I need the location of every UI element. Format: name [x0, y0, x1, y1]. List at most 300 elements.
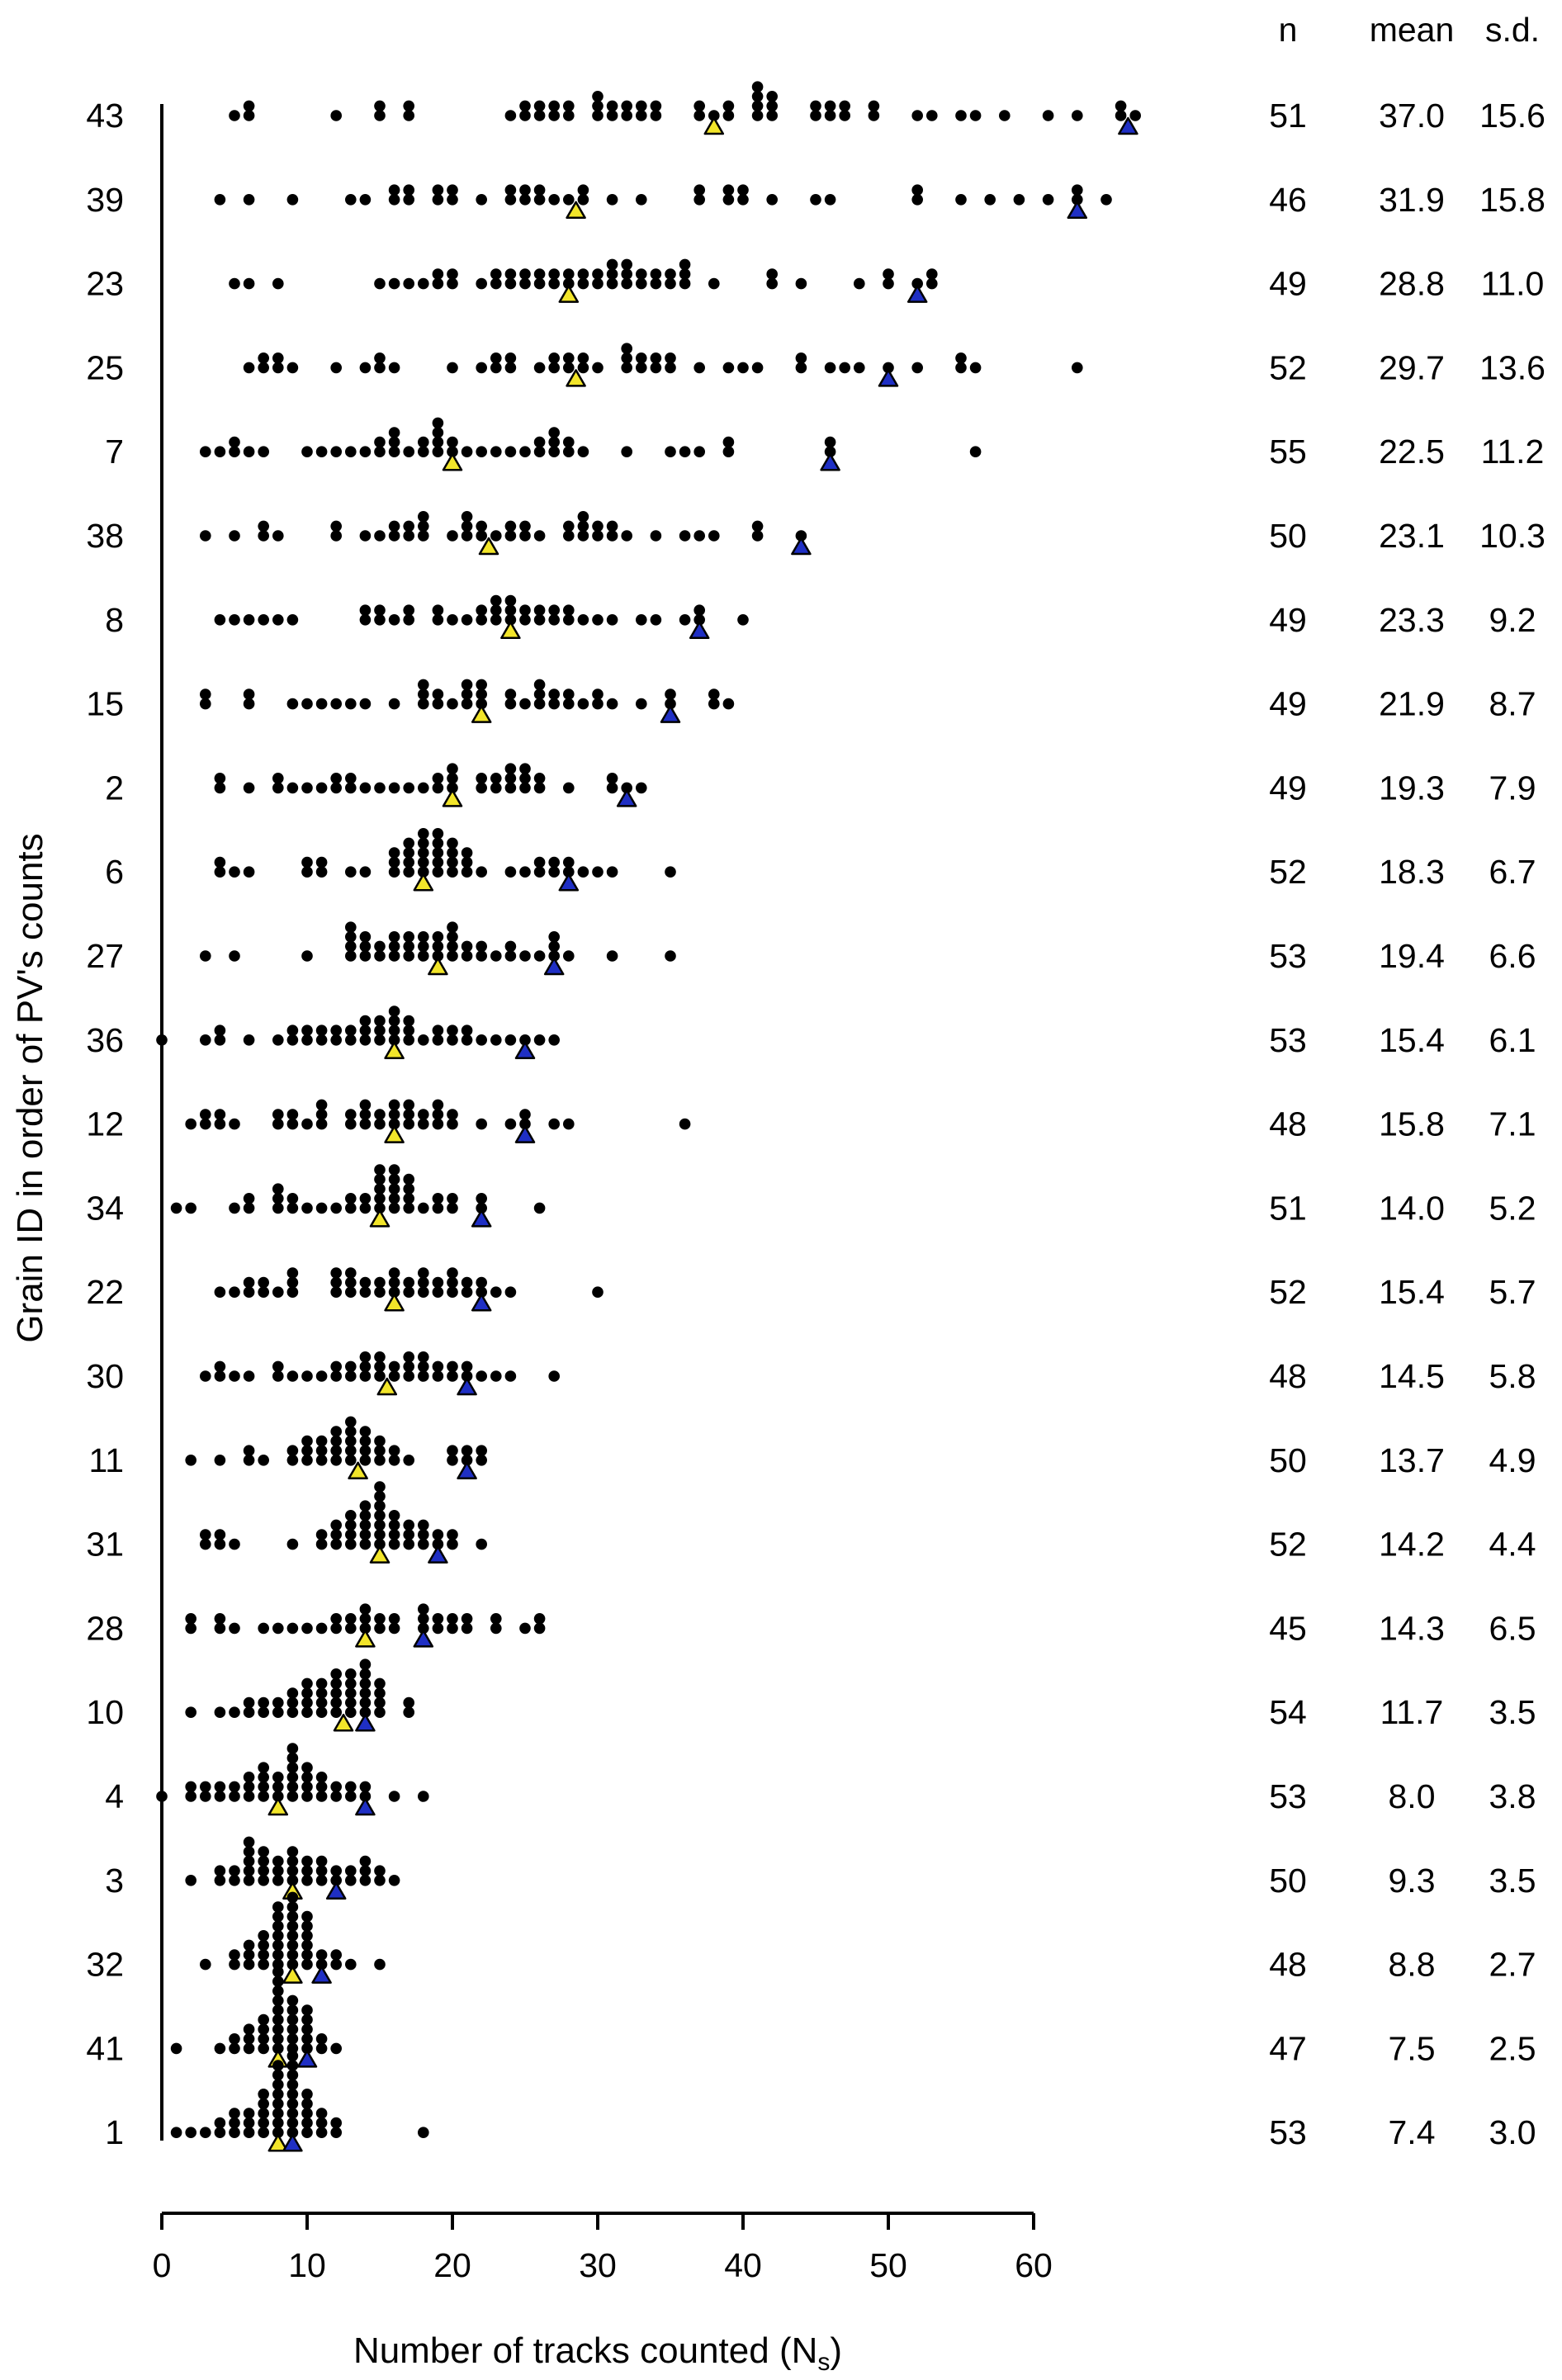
data-point [360, 866, 372, 878]
data-point [272, 1911, 284, 1923]
stat-mean: 15.8 [1379, 1105, 1445, 1143]
data-point [345, 1875, 357, 1886]
grain-id-label: 38 [86, 517, 124, 555]
data-point [563, 604, 575, 616]
data-point [272, 278, 284, 290]
data-point [229, 1706, 240, 1718]
data-point [752, 101, 764, 112]
data-point [490, 614, 502, 626]
data-point [229, 1865, 240, 1876]
stat-n: 48 [1269, 1945, 1307, 1984]
data-point [447, 1529, 458, 1540]
data-point [607, 278, 618, 290]
data-point [505, 604, 517, 616]
data-point [752, 110, 764, 121]
data-point [752, 91, 764, 102]
data-point [839, 362, 850, 374]
data-point [418, 857, 429, 868]
stat-mean: 13.7 [1379, 1441, 1445, 1479]
data-point [360, 1286, 372, 1298]
data-point [345, 1445, 357, 1456]
data-point [592, 530, 604, 542]
data-point [272, 1781, 284, 1793]
data-point [418, 1267, 429, 1279]
data-point [505, 110, 517, 121]
data-point [345, 773, 357, 784]
data-point [389, 931, 400, 943]
data-point [447, 921, 458, 933]
data-point [636, 110, 647, 121]
data-point [693, 101, 705, 112]
data-point [258, 362, 269, 374]
data-point [287, 1109, 299, 1120]
data-point [287, 1846, 299, 1857]
data-point [316, 2108, 328, 2119]
data-point [185, 1706, 196, 1718]
data-point [360, 1436, 372, 1447]
data-point [244, 1277, 255, 1289]
grain-row [86, 1658, 1536, 1731]
data-point [490, 1623, 502, 1635]
reference-marker [472, 1294, 490, 1310]
data-point [389, 184, 400, 196]
data-point [665, 353, 676, 364]
data-point [433, 1370, 444, 1382]
data-point [345, 1678, 357, 1690]
stat-mean: 14.5 [1379, 1357, 1445, 1395]
data-point [1014, 194, 1025, 206]
data-point [287, 2014, 299, 2026]
data-point [548, 1034, 560, 1046]
mean-marker [386, 1043, 404, 1058]
data-point [476, 679, 487, 691]
data-point [244, 2108, 255, 2119]
data-point [505, 1370, 517, 1382]
data-point [360, 1510, 372, 1521]
data-point [272, 1875, 284, 1886]
data-point [316, 1875, 328, 1886]
data-point [360, 1875, 372, 1886]
stat-sd: 15.6 [1479, 97, 1545, 135]
data-point [476, 446, 487, 457]
data-point [330, 110, 342, 121]
data-point [433, 1193, 444, 1204]
data-point [519, 110, 531, 121]
data-point [287, 362, 299, 374]
stat-sd: 6.5 [1489, 1609, 1536, 1648]
data-point [215, 1024, 226, 1036]
data-point [476, 1455, 487, 1466]
reference-marker [356, 1799, 374, 1815]
data-point [403, 521, 414, 532]
data-point [244, 1959, 255, 1971]
data-point [345, 1370, 357, 1382]
data-point [345, 1267, 357, 1279]
data-point [272, 2098, 284, 2110]
grain-row [86, 1267, 1536, 1311]
data-point [883, 278, 894, 290]
data-point [534, 268, 546, 280]
data-point [287, 1697, 299, 1709]
data-point [258, 1940, 269, 1952]
grain-id-label: 28 [86, 1609, 124, 1648]
mean-marker [283, 1967, 301, 1983]
data-point [272, 2023, 284, 2035]
x-tick-label: 20 [433, 2246, 471, 2284]
data-point [360, 1119, 372, 1130]
data-point [505, 595, 517, 607]
data-point [374, 1623, 386, 1635]
data-point [360, 1370, 372, 1382]
stat-mean: 14.2 [1379, 1525, 1445, 1564]
data-point [374, 1286, 386, 1298]
data-point [316, 1100, 328, 1111]
data-point [345, 921, 357, 933]
data-point [505, 446, 517, 457]
data-point [360, 1500, 372, 1512]
data-point [447, 1109, 458, 1120]
stat-n: 48 [1269, 1105, 1307, 1143]
data-point [519, 698, 531, 710]
data-point [651, 110, 662, 121]
grain-id-label: 4 [105, 1777, 124, 1815]
stat-sd: 7.1 [1489, 1105, 1536, 1143]
data-point [301, 1762, 313, 1773]
data-point [418, 1119, 429, 1130]
stat-sd: 8.7 [1489, 684, 1536, 723]
data-point [345, 866, 357, 878]
data-point [229, 950, 240, 962]
data-point [462, 688, 473, 700]
data-point [272, 353, 284, 364]
data-point [505, 1286, 517, 1298]
data-point [447, 1370, 458, 1382]
data-point [301, 1034, 313, 1046]
data-point [316, 1791, 328, 1802]
data-point [272, 783, 284, 794]
data-point [403, 184, 414, 196]
data-point [244, 1837, 255, 1848]
data-point [374, 783, 386, 794]
data-point [403, 1015, 414, 1027]
data-point [651, 614, 662, 626]
data-point [244, 866, 255, 878]
data-point [447, 1267, 458, 1279]
data-point [607, 698, 618, 710]
data-point [679, 259, 691, 271]
data-point [272, 1920, 284, 1932]
data-point [389, 1791, 400, 1802]
data-point [462, 530, 473, 542]
reference-marker [327, 1883, 345, 1899]
data-point [316, 2127, 328, 2138]
reference-marker [516, 1127, 534, 1143]
data-point [389, 530, 400, 542]
data-point [389, 866, 400, 878]
data-point [215, 1875, 226, 1886]
data-point [258, 2033, 269, 2045]
stat-n: 51 [1269, 1189, 1307, 1228]
data-point [418, 1109, 429, 1120]
data-point [389, 847, 400, 859]
data-point [301, 1791, 313, 1802]
data-point [330, 1520, 342, 1531]
data-point [854, 362, 865, 374]
data-point [360, 1024, 372, 1036]
data-point [215, 866, 226, 878]
stat-sd: 10.3 [1479, 517, 1545, 555]
data-point [345, 1203, 357, 1214]
data-point [519, 278, 531, 290]
mean-marker [386, 1127, 404, 1143]
data-point [651, 530, 662, 542]
data-point [360, 1678, 372, 1690]
data-point [316, 1678, 328, 1690]
data-point [534, 1034, 546, 1046]
data-point [825, 194, 836, 206]
data-point [330, 1539, 342, 1550]
grain-row [86, 1966, 1536, 2068]
data-point [301, 2098, 313, 2110]
data-point [330, 362, 342, 374]
data-point [360, 1865, 372, 1876]
data-point [301, 1623, 313, 1635]
data-point [272, 1856, 284, 1867]
data-point [345, 783, 357, 794]
y-axis-title: Grain ID in order of PV's counts [10, 833, 50, 1343]
data-point [272, 362, 284, 374]
data-point [272, 2079, 284, 2090]
data-point [345, 1520, 357, 1531]
data-point [462, 1034, 473, 1046]
x-axis-title: Number of tracks counted $(N_s)$ [353, 2330, 843, 2376]
data-point [229, 2043, 240, 2055]
data-point [330, 1613, 342, 1625]
data-point [316, 866, 328, 878]
data-point [462, 446, 473, 457]
grain-row [86, 1100, 1536, 1143]
data-point [360, 1445, 372, 1456]
data-point [693, 184, 705, 196]
data-point [301, 698, 313, 710]
data-point [374, 1436, 386, 1447]
grain-id-label: 6 [105, 853, 124, 892]
data-point [272, 2014, 284, 2026]
data-point [447, 268, 458, 280]
data-point [534, 688, 546, 700]
data-point [418, 1361, 429, 1373]
data-point [229, 1875, 240, 1886]
data-point [374, 1678, 386, 1690]
data-point [316, 1539, 328, 1550]
stat-mean: 8.8 [1388, 1945, 1436, 1984]
reference-marker [1068, 202, 1086, 218]
data-point [534, 698, 546, 710]
data-point [244, 688, 255, 700]
data-point [258, 1959, 269, 1971]
data-point [229, 278, 240, 290]
data-point [592, 278, 604, 290]
data-point [505, 783, 517, 794]
data-point [215, 783, 226, 794]
data-point [1129, 110, 1141, 121]
grain-row [86, 343, 1545, 386]
data-point [345, 1668, 357, 1680]
data-point [548, 857, 560, 868]
data-point [215, 1706, 226, 1718]
stat-mean: 18.3 [1379, 853, 1445, 892]
data-point [316, 1455, 328, 1466]
data-point [374, 353, 386, 364]
grain-row [86, 1005, 1536, 1059]
data-point [418, 1351, 429, 1363]
data-point [272, 1361, 284, 1373]
x-axis-ticks [153, 2213, 1053, 2284]
data-point [374, 1024, 386, 1036]
data-point [476, 1119, 487, 1130]
data-point [374, 1959, 386, 1971]
stat-n: 52 [1269, 348, 1307, 387]
data-point [433, 783, 444, 794]
data-point [476, 773, 487, 784]
data-point [519, 773, 531, 784]
data-point [592, 91, 604, 102]
data-point [258, 1455, 269, 1466]
reference-marker [298, 2051, 316, 2066]
data-point [272, 1697, 284, 1709]
data-point [679, 446, 691, 457]
stat-sd: 3.5 [1489, 1693, 1536, 1732]
data-point [563, 783, 575, 794]
data-point [330, 1697, 342, 1709]
data-point [244, 194, 255, 206]
data-point [244, 2127, 255, 2138]
data-point [244, 1772, 255, 1783]
data-point [563, 446, 575, 457]
grain-rows [86, 81, 1545, 2151]
data-point [330, 1623, 342, 1635]
data-point [316, 446, 328, 457]
grain-row [86, 81, 1545, 135]
data-point [258, 1286, 269, 1298]
data-point [360, 1203, 372, 1214]
data-point [1115, 110, 1127, 121]
data-point [360, 194, 372, 206]
data-point [301, 866, 313, 878]
data-point [447, 437, 458, 448]
data-point [505, 950, 517, 962]
stat-n: 45 [1269, 1609, 1307, 1648]
data-point [272, 1109, 284, 1120]
data-point [433, 857, 444, 868]
data-point [345, 1529, 357, 1540]
data-point [200, 1781, 211, 1793]
data-point [330, 1781, 342, 1793]
data-point [505, 763, 517, 774]
data-point [301, 2004, 313, 2016]
grain-row [86, 1481, 1536, 1563]
data-point [272, 1034, 284, 1046]
data-point [447, 857, 458, 868]
data-point [519, 783, 531, 794]
data-point [433, 1119, 444, 1130]
stat-n: 55 [1269, 433, 1307, 471]
data-point [679, 1119, 691, 1130]
data-point [229, 614, 240, 626]
data-point [258, 1865, 269, 1876]
data-point [301, 2033, 313, 2045]
data-point [345, 1024, 357, 1036]
data-point [287, 1920, 299, 1932]
data-point [708, 278, 720, 290]
data-point [869, 110, 880, 121]
data-point [316, 1706, 328, 1718]
mean-marker [386, 1294, 404, 1310]
data-point [418, 446, 429, 457]
data-point [272, 1949, 284, 1961]
data-point [592, 614, 604, 626]
data-point [476, 1370, 487, 1382]
data-point [563, 110, 575, 121]
stat-n: 50 [1269, 517, 1307, 555]
data-point [229, 2108, 240, 2119]
data-point [374, 1119, 386, 1130]
data-point [548, 194, 560, 206]
data-point [476, 521, 487, 532]
data-point [389, 950, 400, 962]
data-point [330, 2117, 342, 2129]
data-point [244, 1940, 255, 1952]
x-tick-label: 40 [724, 2246, 762, 2284]
data-point [374, 1687, 386, 1699]
data-point [301, 1930, 313, 1942]
data-point [462, 1613, 473, 1625]
data-point [389, 362, 400, 374]
data-point [301, 1772, 313, 1783]
data-point [301, 1911, 313, 1923]
grain-id-label: 23 [86, 264, 124, 303]
data-point [403, 1193, 414, 1204]
data-point [447, 278, 458, 290]
data-point [200, 1791, 211, 1802]
data-point [185, 1875, 196, 1886]
data-point [418, 1603, 429, 1615]
data-point [258, 2098, 269, 2110]
reference-marker [821, 454, 840, 470]
data-point [287, 2051, 299, 2062]
data-point [636, 194, 647, 206]
data-point [258, 1277, 269, 1289]
data-point [287, 1856, 299, 1867]
data-point [330, 1706, 342, 1718]
data-point [403, 1370, 414, 1382]
data-point [418, 950, 429, 962]
data-point [287, 1930, 299, 1942]
data-point [316, 783, 328, 794]
data-point [592, 698, 604, 710]
data-point [389, 1510, 400, 1521]
data-point [490, 1370, 502, 1382]
data-point [693, 604, 705, 616]
data-point [258, 2127, 269, 2138]
data-point [911, 194, 923, 206]
stats-column-headers [1279, 11, 1540, 49]
data-point [752, 362, 764, 374]
data-point [418, 1520, 429, 1531]
data-point [433, 1623, 444, 1635]
stat-sd: 13.6 [1479, 348, 1545, 387]
data-point [360, 1613, 372, 1625]
